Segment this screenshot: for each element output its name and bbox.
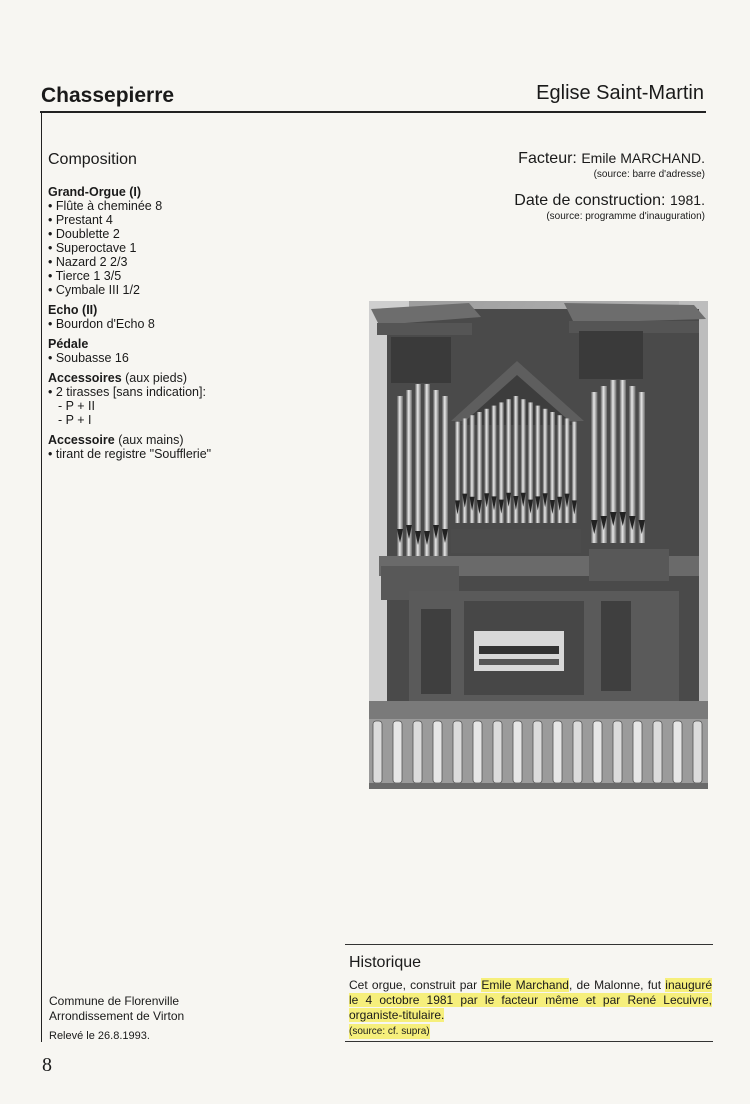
section-title (48, 337, 348, 351)
section-note: (aux mains) (114, 433, 184, 447)
historique-bottom-rule (345, 1041, 713, 1042)
historique-text-part: , de Malonne, fut (568, 978, 666, 992)
stop-item: • tirant de registre "Soufflerie" (48, 447, 212, 461)
composition-heading: Composition (48, 151, 137, 168)
section-title-text: Grand-Orgue (I) (48, 185, 142, 199)
stop-item: • Soubasse 16 (48, 351, 129, 365)
footer-releve: Relevé le 26.8.1993. (49, 1030, 150, 1042)
construction-date-label: Date de construction: (514, 192, 666, 209)
stop-item: • Superoctave 1 (48, 241, 137, 255)
construction-date-value: 1981. (669, 192, 705, 208)
page-number: 8 (42, 1054, 52, 1076)
historique-text (349, 978, 712, 1039)
historique-text-part: , organiste-titulaire. (349, 993, 712, 1022)
builder-name: Emile MARCHAND. (581, 150, 705, 166)
builder-block (514, 150, 705, 222)
left-frame-line (41, 112, 42, 1042)
section-note: (aux pieds) (121, 371, 187, 385)
builder-line (514, 150, 705, 168)
stop-item: • Nazard 2 2/3 (48, 255, 128, 269)
stop-item: • Tierce 1 3/5 (48, 269, 122, 283)
section-title (48, 371, 348, 385)
stop-item: • Doublette 2 (48, 227, 120, 241)
highlight-organist: René Lecuivre (627, 993, 709, 1007)
footer-arrondissement: Arrondissement de Virton (49, 1009, 185, 1023)
section-title-text: Pédale (48, 337, 89, 351)
stop-item: • Prestant 4 (48, 213, 113, 227)
builder-label: Facteur: (518, 150, 577, 167)
composition-section (48, 337, 348, 365)
historique-source: (source: cf. supra) (349, 1026, 430, 1037)
stop-item: • Bourdon d'Echo 8 (48, 317, 155, 331)
section-title (48, 185, 348, 199)
composition-section (48, 303, 348, 331)
composition-section (48, 185, 348, 297)
composition-list (48, 185, 348, 467)
composition-section (48, 433, 348, 461)
section-title (48, 433, 348, 447)
stop-item: • Flûte à cheminée 8 (48, 199, 163, 213)
highlight-builder: Emile Marchand (481, 978, 569, 992)
builder-source: (source: barre d'adresse) (593, 169, 705, 180)
stop-item: • 2 tirasses [sans indication]: (48, 385, 206, 399)
footer-commune: Commune de Florenville (49, 994, 180, 1008)
construction-date-source: (source: programme d'inauguration) (546, 211, 705, 222)
section-title-text: Accessoires (48, 371, 122, 385)
footer-block (49, 994, 184, 1044)
section-title-text: Echo (II) (48, 303, 98, 317)
construction-date-line (514, 192, 705, 210)
historique-text-part: par le facteur même et par (453, 993, 628, 1007)
historique-top-rule (345, 944, 713, 945)
composition-section (48, 371, 348, 427)
stop-item: • Cymbale III 1/2 (48, 283, 140, 297)
historique-heading: Historique (349, 954, 422, 971)
section-title-text: Accessoire (48, 433, 115, 447)
coupler-item: - P + II (58, 399, 95, 413)
organ-photo (369, 301, 708, 789)
historique-paragraph (349, 978, 712, 1023)
coupler-item: - P + I (58, 413, 92, 427)
page-title-location: Chassepierre (41, 84, 175, 107)
historique-text-part: Cet orgue, construit par (349, 978, 482, 992)
section-title (48, 303, 348, 317)
page-title-church: Eglise Saint-Martin (536, 82, 704, 104)
header-divider (40, 111, 706, 113)
highlight-inauguration: inauguré le 4 octobre 1981 (349, 978, 713, 1007)
